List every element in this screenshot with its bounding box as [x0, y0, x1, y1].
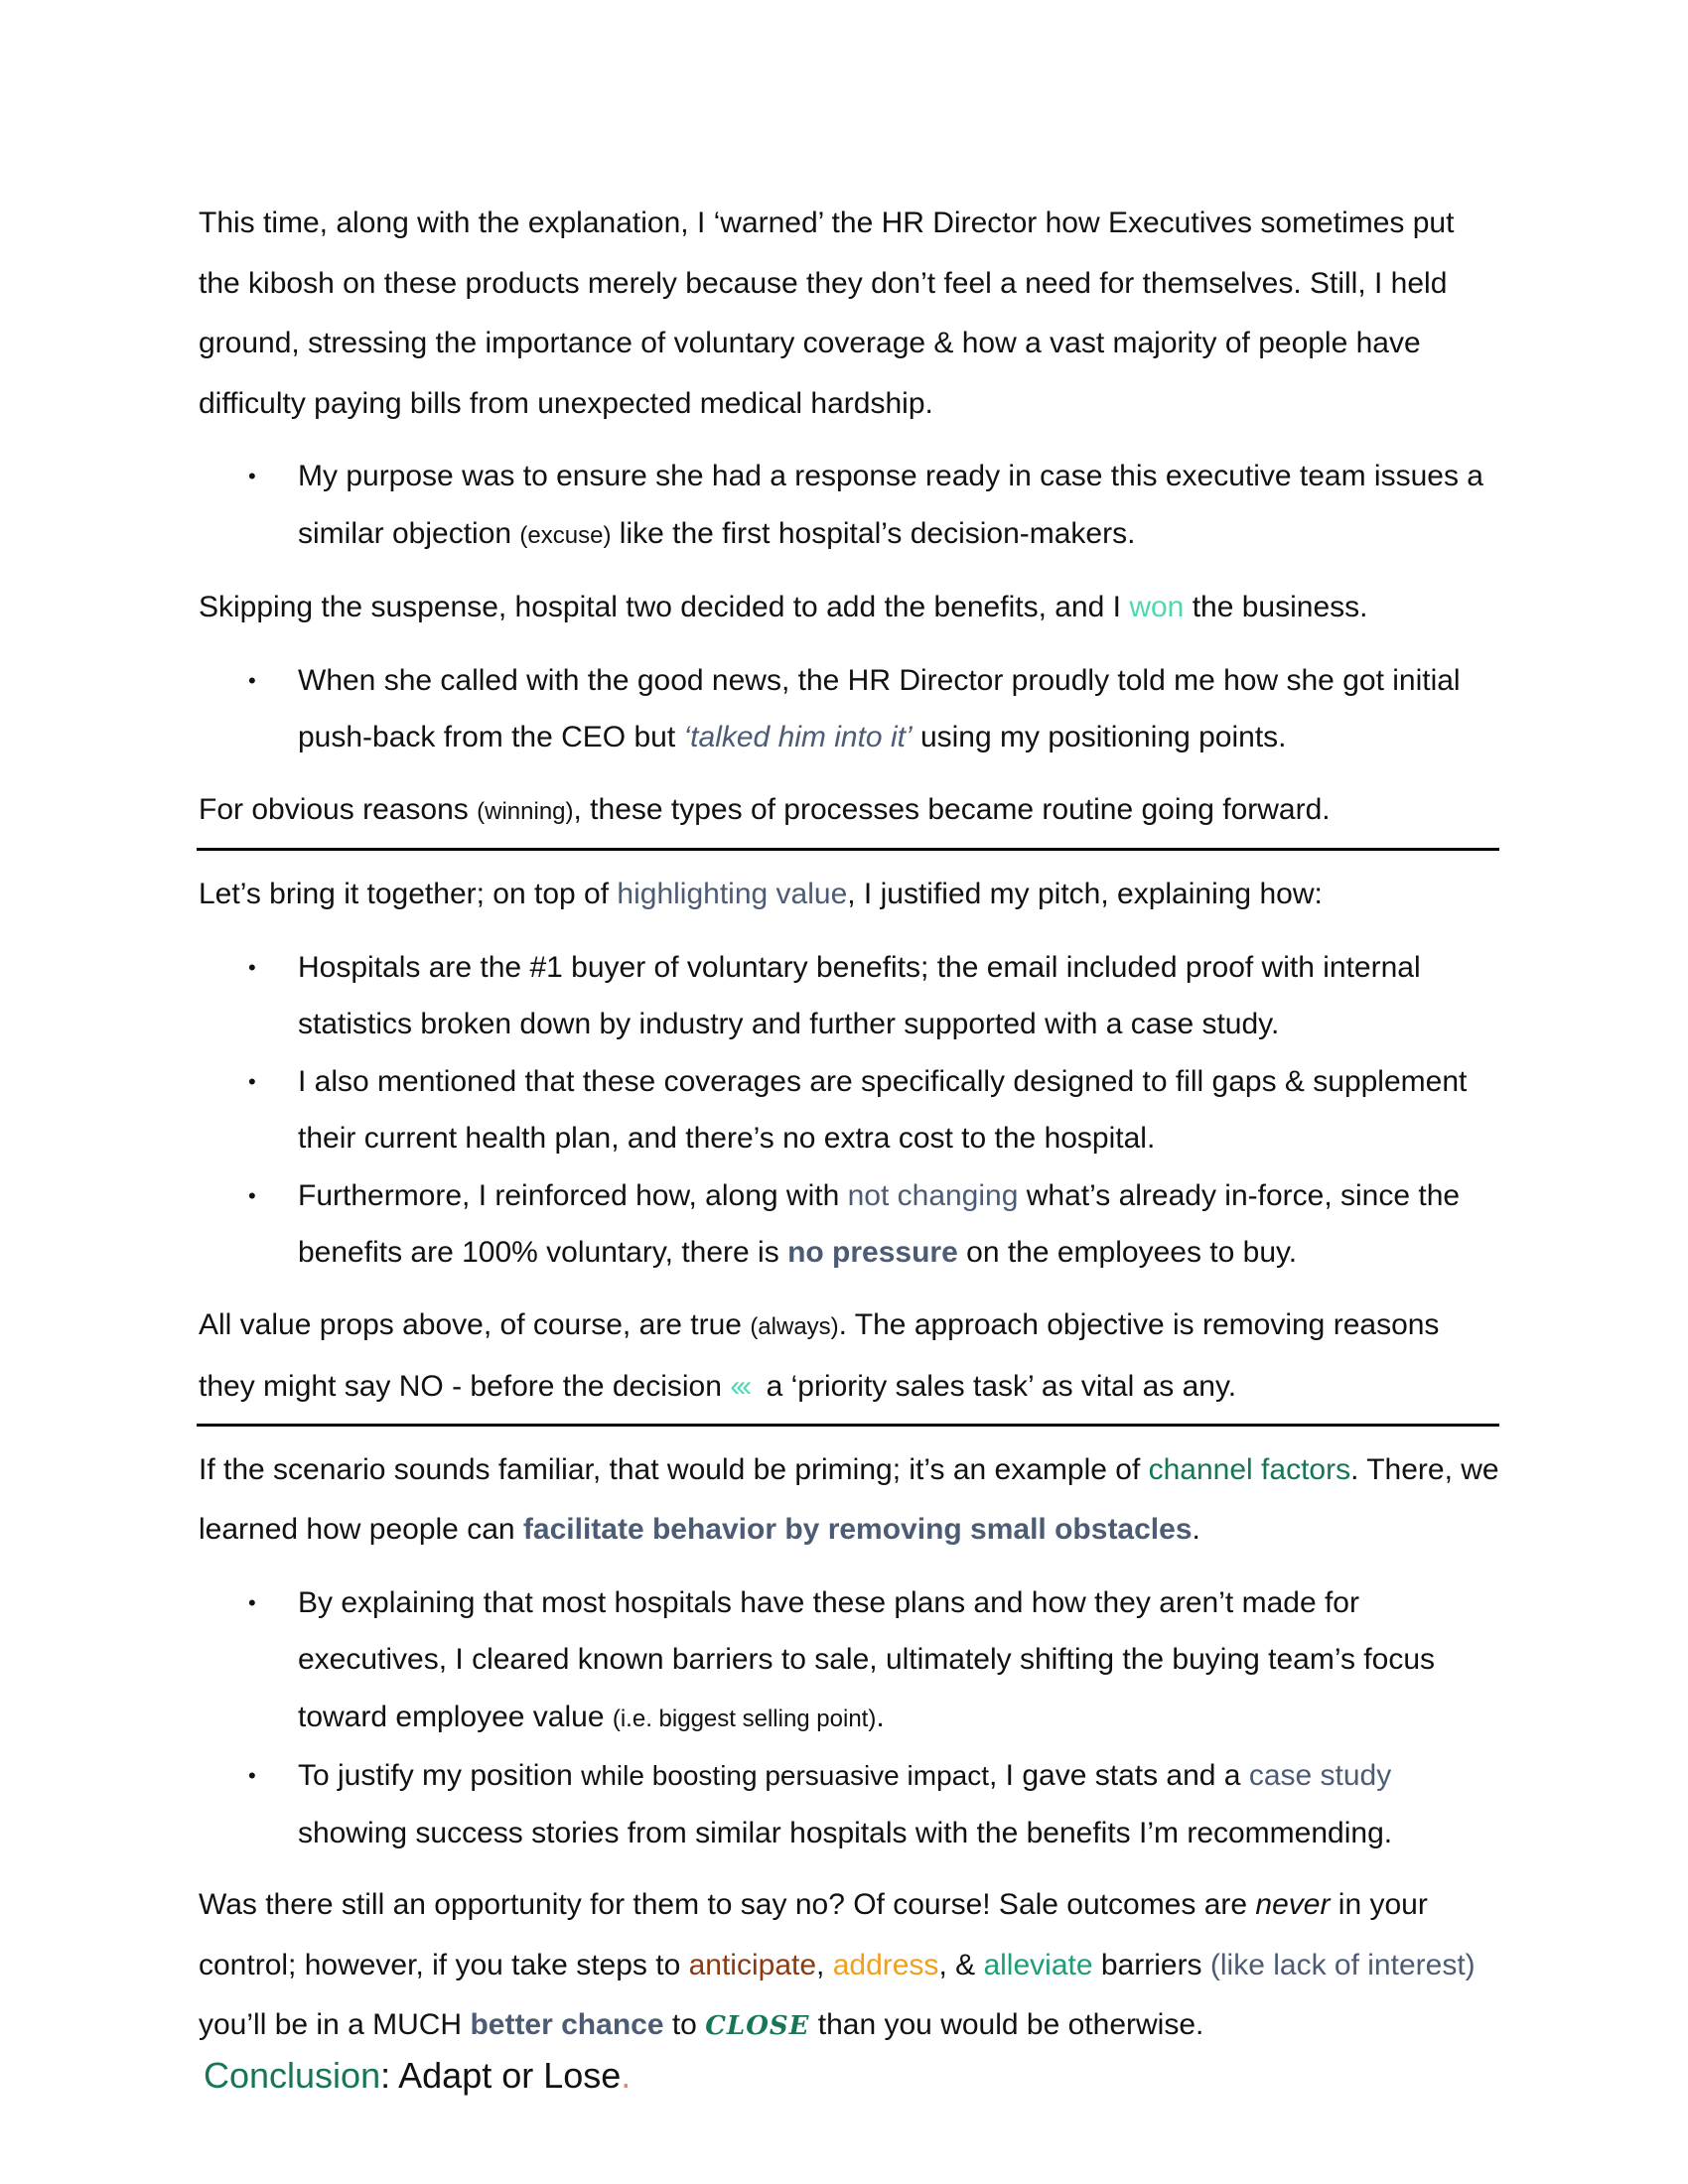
bullet-icon: • [248, 464, 256, 488]
paragraph-channel-factors: If the scenario sounds familiar, that would be priming; it’s an example of channel factors. There, we learned how people can facilitate behavior by removing small obstacles. [199, 1452, 1499, 1546]
facilitate-behavior-highlight: facilitate behavior by removing small obstacles [522, 1513, 1193, 1546]
conclusion-heading: Conclusion: Adapt or Lose. [204, 2055, 632, 2096]
won-highlight: won [1129, 591, 1185, 623]
paragraph-value-props: All value props above, of course, are true (always). The approach objective is removing reasons they might say NO - before the decision ‹‹‹ a ‘priority sales task’ as vital as any. [199, 1307, 1440, 1403]
not-changing-highlight: not changing [847, 1178, 1019, 1212]
bullet-icon: • [248, 954, 256, 980]
conclusion-label: Conclusion [204, 2055, 381, 2096]
bullet-list-1 [199, 448, 1499, 564]
bullet-list-4 [199, 1574, 1499, 1862]
list-item: • When she called with the good news, the HR Director proudly told me how she got initial push-back from the CEO but ‘talked him into it’ using my positioning points. [199, 652, 1499, 766]
channel-factors-link[interactable]: channel factors [1148, 1452, 1351, 1486]
bullet-icon: • [248, 1589, 256, 1615]
case-study-highlight: case study [1248, 1759, 1392, 1792]
anticipate-highlight: anticipate [688, 1948, 817, 1981]
bullet-list-2 [199, 652, 1499, 766]
list-item: • My purpose was to ensure she had a response ready in case this executive team issues a similar objection (excuse) like the first hospital’s decision-makers. [199, 448, 1499, 564]
alleviate-highlight: alleviate [983, 1948, 1093, 1981]
document-page [199, 194, 1499, 2057]
paragraph-bring-together: Let’s bring it together; on top of highlighting value, I justified my pitch, explaining how: [199, 878, 1323, 910]
list-item: • By explaining that most hospitals have these plans and how they aren’t made for executives, I cleared known barriers to sale, ultimately shifting the buying team’s focus toward employee value (i.e. biggest selling point). [199, 1574, 1499, 1748]
conclusion-dot: . [621, 2055, 632, 2096]
section-divider [197, 848, 1499, 851]
conclusion-text: Adapt or Lose [398, 2055, 622, 2096]
list-item: • To justify my position while boosting persuasive impact, I gave stats and a case study showing success stories from similar hospitals with the benefits I’m recommending. [199, 1747, 1499, 1861]
bullet-icon: • [248, 1763, 256, 1788]
section-divider [197, 1424, 1499, 1427]
close-stylized-word: CLOSE [705, 2011, 810, 2041]
list-item: • Hospitals are the #1 buyer of voluntary benefits; the email included proof with internal statistics broken down by industry and further supported with a case study. [199, 939, 1499, 1053]
paragraph-closing: Was there still an opportunity for them to say no? Of course! Sale outcomes are never in your control; however, if you take steps to anticipate, address, & alleviate barriers (like lack of interest) you’ll be in a MUCH better chance to CLOSE than you would be otherwise. [199, 1888, 1476, 2041]
better-chance-highlight: better chance [470, 2008, 664, 2041]
list-item: • Furthermore, I reinforced how, along with not changing what’s already in-force, since the benefits are 100% voluntary, there is no pressure on the employees to buy. [199, 1167, 1499, 1282]
triple-chevron-left-icon: ‹‹‹ [730, 1370, 749, 1403]
bullet-icon: • [248, 667, 256, 693]
bullet-icon: • [248, 1182, 256, 1208]
lack-of-interest-note: (like lack of interest) [1209, 1948, 1476, 1981]
highlighting-value-highlight: highlighting value [617, 878, 848, 910]
address-highlight: address [832, 1948, 939, 1981]
paragraph-won: Skipping the suspense, hospital two decided to add the benefits, and I won the business. [199, 591, 1368, 623]
bullet-list-3 [199, 939, 1499, 1282]
quote-highlight: ‘talked him into it’ [683, 721, 913, 753]
list-item: • I also mentioned that these coverages are specifically designed to fill gaps & supplement their current health plan, and there’s no extra cost to the hospital. [199, 1053, 1499, 1167]
no-pressure-highlight: no pressure [787, 1236, 958, 1269]
paragraph-warning: This time, along with the explanation, I ‘warned’ the HR Director how Executives sometimes put the kibosh on these products merely because they don’t feel a need for themselves. Still, I held ground, stressing the importance of voluntary coverage & how a vast majority of people have difficulty paying bills from unexpected medical hardship. [199, 206, 1455, 420]
bullet-icon: • [248, 1068, 256, 1094]
paragraph-obvious-reasons: For obvious reasons (winning), these types of processes became routine going forward. [199, 792, 1331, 826]
